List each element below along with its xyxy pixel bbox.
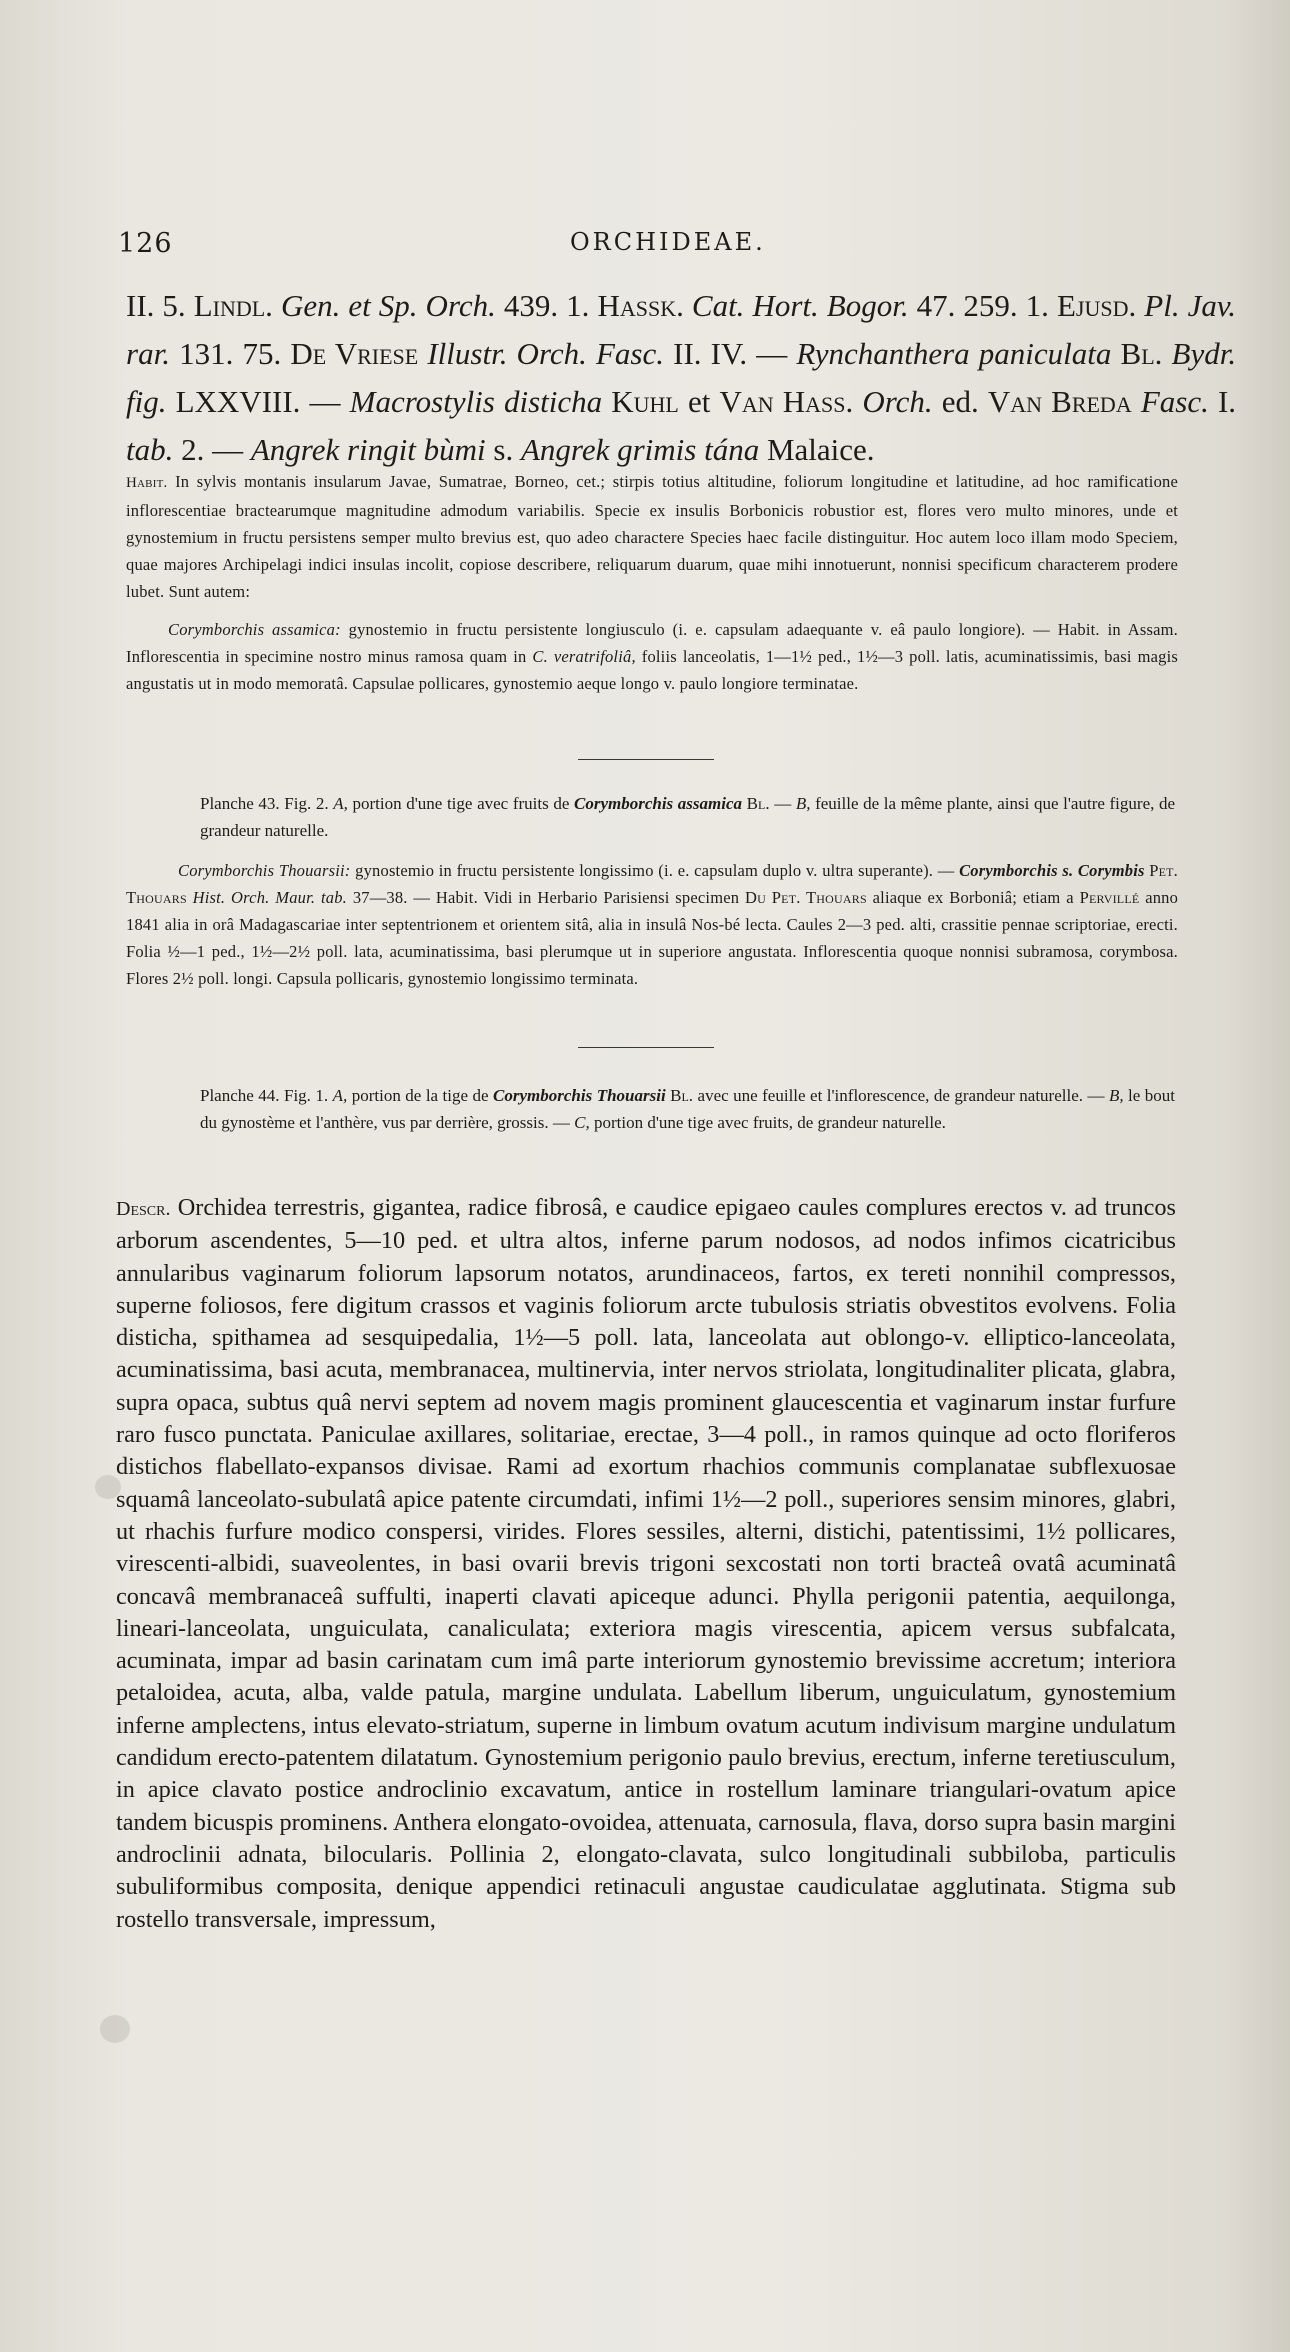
author-name: Lindl. — [193, 288, 273, 323]
ref-text: Malaice. — [766, 432, 875, 467]
author-name: Ejusd. — [1056, 288, 1137, 323]
author-name: Van Hass. — [719, 384, 854, 419]
species-text: foliis lanceolatis, 1—1½ ped., 1½—3 poll. latis, acuminatissimis, basi magis angustatis ut in modo memoratâ. Capsulae pollicares, gynostemio aeque longo v. paulo longiore terminatae. — [126, 647, 1179, 693]
ref-citation: 439. 1. — [503, 288, 590, 323]
author-name: Kuhl — [611, 384, 679, 419]
species-text: 37—38. — Habit. Vidi in Herbario Parisiensi specimen — [352, 888, 740, 907]
work-title: Fasc. — [1140, 384, 1209, 419]
work-title: Illustr. Orch. Fasc. — [427, 336, 664, 371]
habit-text: In sylvis montanis insularum Javae, Sumatrae, Borneo, cet.; stirpis totius altitudine, foliorum longitudine et latitudine, ad hoc ramificatione inflorescentiae bractearumque magnitudine admodum variabilis. Specie ex insulis Borbonicis robustior est, flores vero multo minores, unde et gynostemium in fructu persistens semper multo brevius est, quo adeo charactere Species haec facile distinguitur. Hoc autem loco illam modo Speciem, quae majores Archipelagi indici insulas incolit, copiose describere, reliquarum duarum, quae mihi innotuerunt, nonnisi specificum characterem prodere lubet. Sunt autem: — [126, 472, 1179, 601]
caption-text: portion d'une tige avec fruits de — [352, 794, 570, 813]
figure-letter: B, — [1108, 1086, 1124, 1105]
descr-text: Orchidea terrestris, gigantea, radice fibrosâ, e caudice epigaeo caules complures erectos v. ad truncos arborum ascendentes, 5—10 ped. et ultra altos, inferne parum nodosos, ad nodos infimos cicatricibus annularibus vaginarum foliorum lapsorum notatos, arundinaceos, fartos, ex tereti nonnihil compressos, superne foliosos, fere digitum crassos et vaginis foliorum arcte tubulosis striatis obvestitos evolvens. Folia disticha, spithamea ad sesquipedalia, 1½—5 poll. lata, lanceolata aut oblongo-v. elliptico-lanceolata, acuminatissima, basi acuta, membranacea, multinervia, inter nervos striolata, longitudinaliter plicata, glabra, supra opaca, subtus quâ nervi septem ad novem magis prominent glaucescentia et vaginarum instar furfure raro fusco punctata. Paniculae axillares, solitariae, erectae, 3—4 poll., in ramos quinque ad octo floriferos distichos flabellato-expansos divisae. Rami ad exortum rhachios communis complanatae subflexuosae squamâ lanceolato-subulatâ apice patente circumdati, infimi 1½—2 poll., superiores sensim minores, glabri, ut rhachis furfure modico conspersi, virides. Flores sessiles, alterni, distichi, patentissimi, 1½ pollicares, virescenti-albidi, suaveolentes, in basi ovarii brevis trigoni sexcostati non torti bracteâ ovatâ acuminatâ concavâ membranaceâ suffulti, inaperti clavati apiceque adunci. Phylla perigonii patentia, aequilonga, lineari-lanceolata, unguiculata, canaliculata; exteriora magis virescentia, apicem versus subfalcata, acuminata, impar ad basin carinatam cum imâ parte interiorum gynostemio brevissime accretum; interiora petaloidea, acuta, alba, valde patula, margine undulata. Labellum liberum, unguiculatum, gynostemium inferne amplectens, intus elevato-striatum, superne in limbum ovatum acutum indivisum margine undulatum candidum erecto-patentem dilatatum. Gynostemium perigonio paulo brevius, erectum, inferne teretiusculum, in apice clavato postice androclinio excavatum, antice in rostellum laminare triangulari-ovatum apice tandem bicuspis prominens. Anthera elongato-ovoidea, attenuata, carnosula, flava, dorso supra basin margini androclinii adnata, bilocularis. Pollinia 2, elongato-clavata, sulco longitudinali subbiloba, particulis subuliformibus composita, denique appendici retinaculi angustae caudiculatae agglutinata. Stigma sub rostello transversale, impressum, — [116, 1194, 1177, 1933]
work-title: Gen. et Sp. Orch. — [280, 288, 496, 323]
author-name: Du Pet. Thouars — [745, 888, 867, 907]
ref-text: ed. — [941, 384, 979, 419]
ref-text: s. — [493, 432, 514, 467]
caption-text: — — [774, 794, 792, 813]
plate-43-caption — [200, 790, 1175, 844]
author-name: Hassk. — [597, 288, 684, 323]
caption-text: portion d'une tige avec fruits, de grandeur naturelle. — [593, 1113, 946, 1132]
species-name: Corymborchis Thouarsii — [493, 1086, 666, 1105]
species-text: gynostemio in fructu persistente longissimo (i. e. capsulam duplo v. ultra superante). — — [355, 861, 955, 880]
work-title: Hist. Orch. Maur. tab. — [192, 888, 348, 907]
author-name: Bl. — [670, 1086, 694, 1105]
figure-letter: A, — [332, 1086, 348, 1105]
plate-label: Planche 43. Fig. 2. — [200, 794, 329, 813]
species-name: Corymborchis assamica — [574, 794, 743, 813]
author-name: Pervillé — [1079, 888, 1140, 907]
author-name: Pet. Thouars — [126, 861, 1178, 907]
synonym-name: Macrostylis disticha — [349, 384, 603, 419]
ref-citation: 131. 75. — [179, 336, 282, 371]
ref-citation: II. IV. — — [673, 336, 788, 371]
plate-label: Planche 44. Fig. 1. — [200, 1086, 329, 1105]
author-name: De Vriese — [290, 336, 419, 371]
habitat-paragraph — [126, 468, 1178, 605]
caption-text: le bout du gynostème et l'anthère, vus par derrière, grossis. — — [200, 1086, 1176, 1132]
synonym-name: Rynchanthera paniculata — [796, 336, 1112, 371]
page-header — [118, 228, 1238, 268]
section-divider — [578, 1047, 714, 1048]
figure-letter: C, — [574, 1113, 590, 1132]
page-number: 126 — [118, 228, 173, 259]
ref-citation: 47. 259. 1. — [916, 288, 1049, 323]
ref-citation: LXXVIII. — — [175, 384, 341, 419]
description-paragraph — [116, 1192, 1176, 1936]
work-title: tab. — [126, 432, 174, 467]
caption-text: avec une feuille et l'inflorescence, de grandeur naturelle. — — [697, 1086, 1105, 1105]
author-name: Bl. — [746, 794, 770, 813]
species-ref: C. veratrifoliâ, — [532, 647, 636, 666]
ref-citation: 2. — — [181, 432, 244, 467]
habit-label: Habit. — [126, 475, 168, 491]
vernacular-name: Angrek ringit bùmi — [250, 432, 486, 467]
ref-number: II. 5. — [126, 288, 186, 323]
work-title: Orch. — [862, 384, 933, 419]
work-title: Pl. Jav. rar. — [126, 288, 1237, 371]
running-title: ORCHIDEAE. — [570, 228, 766, 256]
descr-label: Descr. — [116, 1198, 171, 1220]
work-title: Bydr. fig. — [126, 336, 1237, 419]
caption-text: portion de la tige de — [351, 1086, 489, 1105]
author-name: Van Breda — [987, 384, 1132, 419]
synonymy-references — [126, 282, 1236, 474]
figure-letter: B, — [795, 794, 811, 813]
species-name: Corymborchis assamica: — [168, 620, 341, 639]
species-thouarsii-paragraph — [126, 857, 1178, 992]
section-divider — [578, 759, 714, 760]
caption-text: feuille de la même plante, ainsi que l'autre figure, de grandeur naturelle. — [200, 794, 1176, 840]
species-text: aliaque ex Borboniâ; etiam a — [872, 888, 1074, 907]
species-text: gynostemio in fructu persistente longiusculo (i. e. capsulam adaequante v. eâ paulo longiore). — Habit. in Assam. Inflorescentia in specimine nostro minus ramosa quam in — [126, 620, 1178, 666]
species-assamica-paragraph — [126, 616, 1178, 697]
work-title: Cat. Hort. Bogor. — [691, 288, 909, 323]
figure-letter: A, — [333, 794, 348, 813]
ref-text: et — [687, 384, 711, 419]
foxing-spot — [100, 2015, 130, 2043]
species-name: Corymborchis Thouarsii: — [178, 861, 351, 880]
vernacular-name: Angrek grimis tána — [520, 432, 760, 467]
author-name: Bl. — [1120, 336, 1163, 371]
plate-44-caption — [200, 1082, 1175, 1136]
ref-citation: I. — [1217, 384, 1237, 419]
synonym-name: Corymborchis s. Corymbis — [959, 861, 1145, 880]
species-text: anno 1841 alia in orâ Madagascariae inter septentrionem et orientem sitâ, alia in insulâ Nos-bé lecta. Caules 2—3 ped. alti, crassitie pennae scriptoriae, erecti. Folia ½—1 ped., 1½—2½ poll. lata, acuminatissima, basi plerumque ut in superiore angustata. Inflorescentia quoque nonnisi subramosa, corymbosa. Flores 2½ poll. longi. Capsula pollicaris, gynostemio longissimo terminata. — [126, 888, 1179, 988]
